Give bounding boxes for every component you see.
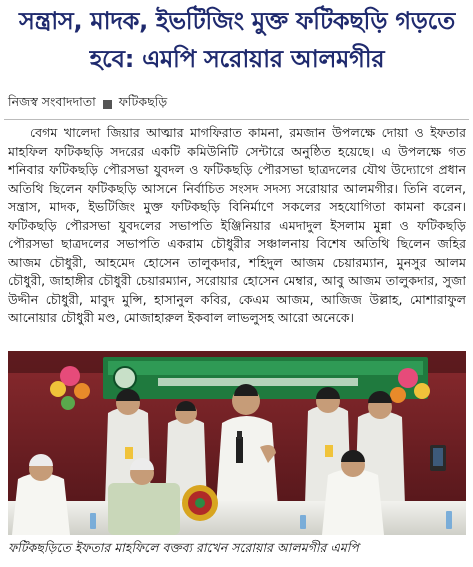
photo-caption: ফটিকছড়িতে ইফতার মাহফিলে বক্তব্য রাখেন সরোয়ার আলমগীর এমপি	[8, 540, 359, 555]
separator-square-icon	[103, 100, 112, 109]
event-photo-illustration	[8, 351, 466, 535]
crest-emblem	[182, 485, 218, 521]
article-body: বেগম খালেদা জিয়ার আত্মার মাগফিরাত কামনা, রমজান উপলক্ষে দোয়া ও ইফতার মাহফিল ফটিকছড়ি সদরের একটি কমিউনিটি সেন্টারে অনুষ্ঠিত হয়েছে। এ উপলক্ষে গত শনিবার ফটিকছড়ি পৌরসভা যুবদল ও ফটিকছড়ি পৌরসভা ছাত্রদলের যৌথ উদ্যোগে প্রধান অতিথি ছিলেন ফটিকছড়ি আসনে নির্বাচিত সংসদ সদস্য সরোয়ার আলমগীর। তিনি বলেন, সন্ত্রাস, মাদক, ইভটিজিং মুক্ত ফটিকছড়ি বিনির্মাণে সকলের সহযোগিতা কামনা করেন। ফটিকছড়ি পৌরসভা যুবদলের সভাপতি ইঞ্জিনিয়ার এমদাদুল ইসলাম মুন্না ও ফটিকছড়ি পৌরসভা ছাত্রদলের সভাপতি একরাম চৌধুরীর সঞ্চালনায় বিশেষ অতিথি ছিলেন জহির আজম চৌধুরী, আহমেদ হোসেন তালুকদার, শহিদুল আজম চেয়ারম্যান, মুনসুর আলম চৌধুরী, জাহাঙ্গীর চৌধুরী চেয়ারম্যান, সরোয়ার হোসেন মেম্বার, আবু আজম তালুকদার, সুজা উদ্দীন চৌধুরী, মাবুদ মুন্সি, হাসানুল কবির, কেএম আজম, আজিজ উল্লাহ, মোশারাফুল আনোয়ার চৌধুরী মণ্ড, মোজাহারুল ইকবাল লাভলুসহ আরো অনেকে।	[8, 125, 466, 325]
dateline-location: ফটিকছড়ি	[118, 94, 168, 109]
byline-divider	[4, 119, 469, 120]
headline: সন্ত্রাস, মাদক, ইভটিজিং মুক্ত ফটিকছড়ি গড়তে হবে: এমপি সরোয়ার আলমগীর	[19, 7, 455, 73]
byline	[8, 92, 167, 116]
event-photo	[8, 351, 466, 535]
reporter-credit: নিজস্ব সংবাদদাতা	[8, 94, 96, 109]
front-table	[8, 501, 466, 535]
flower-arrangement-right	[398, 368, 418, 388]
